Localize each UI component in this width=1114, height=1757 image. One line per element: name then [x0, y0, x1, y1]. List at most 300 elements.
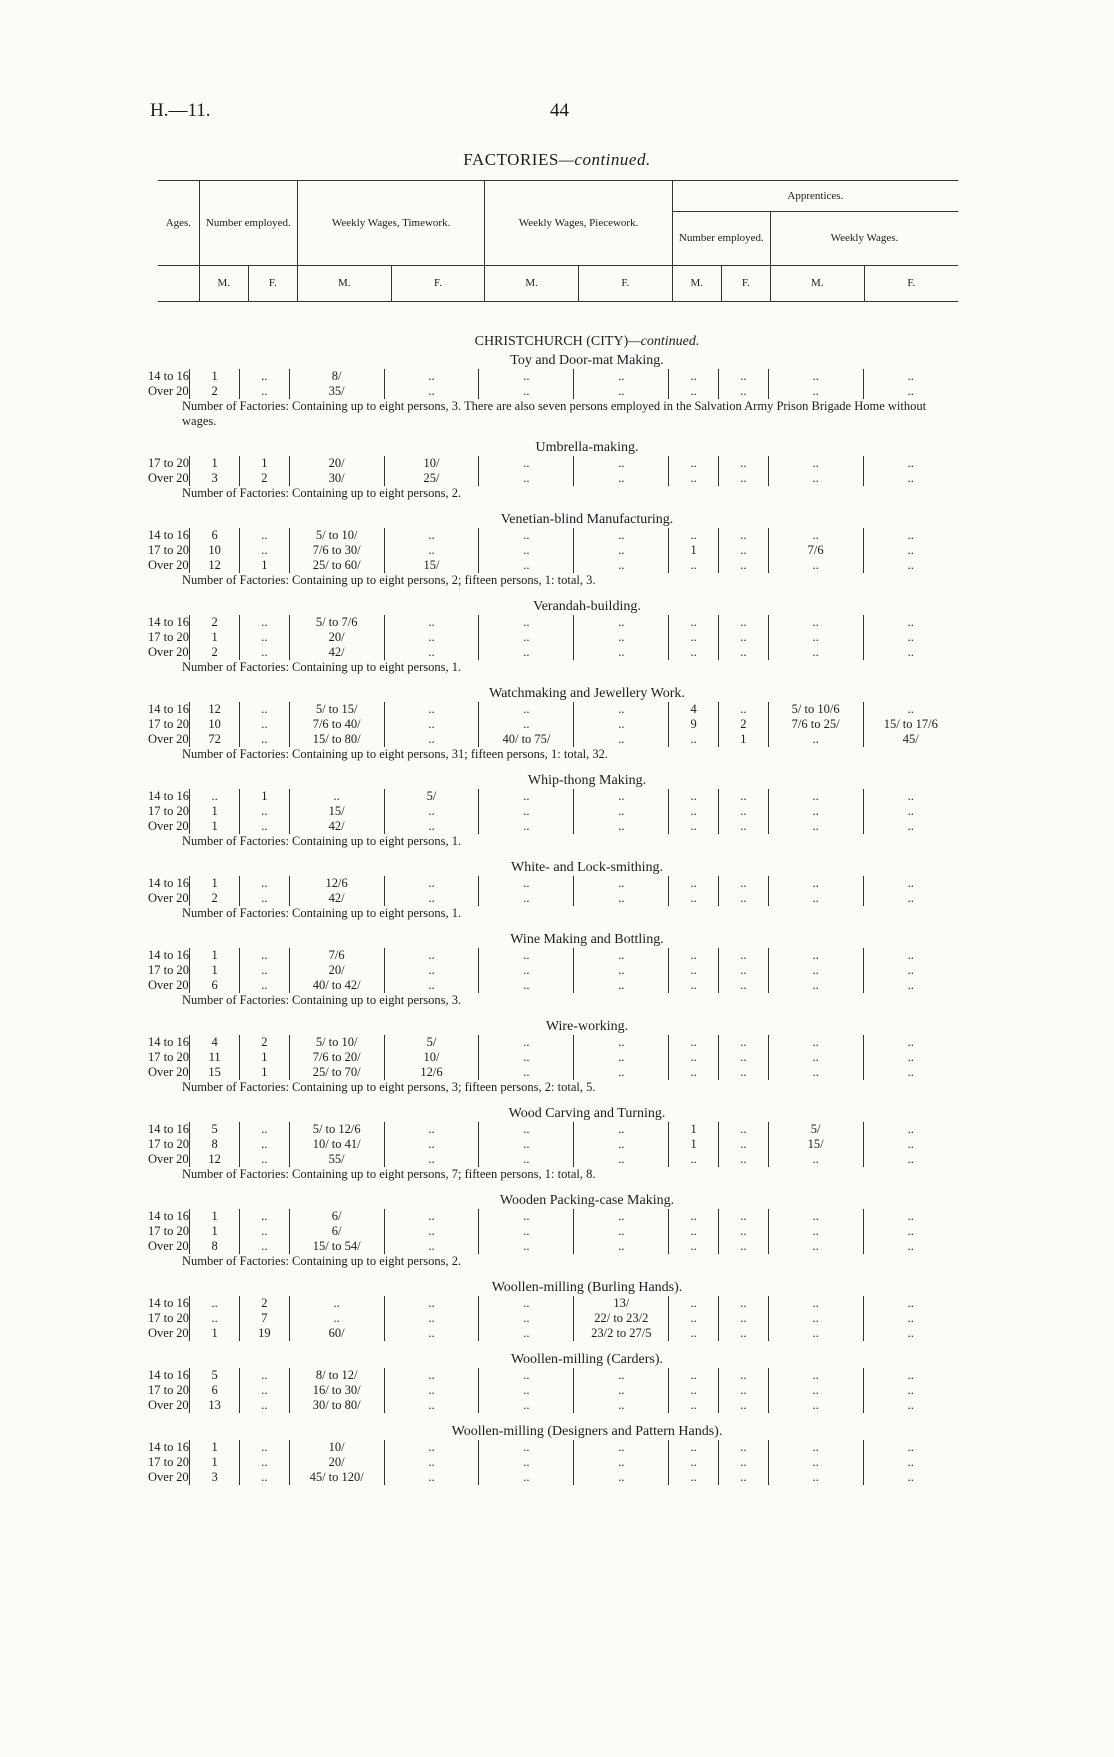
- table-cell: ..: [574, 978, 669, 993]
- section-table: [148, 456, 958, 486]
- header-f: F.: [248, 266, 297, 302]
- table-cell: ..: [863, 978, 958, 993]
- table-cell: ..: [479, 1368, 574, 1383]
- row-age: Over 20: [148, 645, 189, 659]
- table-cell: ..: [768, 732, 863, 747]
- header-f: F.: [391, 266, 485, 302]
- table-cell: 1: [190, 456, 240, 471]
- section-gap: [0, 921, 1114, 931]
- table-cell: ..: [574, 615, 669, 630]
- table-cell: 7/6 to 20/: [289, 1050, 384, 1065]
- table-cell: ..: [574, 558, 669, 573]
- table-cell: ..: [240, 528, 290, 543]
- table-cell: ..: [718, 978, 768, 993]
- table-cell: 10/ to 41/: [289, 1137, 384, 1152]
- table-row: [148, 1035, 958, 1050]
- table-cell: ..: [240, 1137, 290, 1152]
- table-cell: ..: [768, 615, 863, 630]
- table-cell: ..: [479, 876, 574, 891]
- table-cell: 1: [190, 369, 240, 384]
- table-cell: ..: [384, 876, 479, 891]
- table-cell: 5/: [384, 789, 479, 804]
- table-cell: ..: [190, 1296, 240, 1311]
- row-age: 17 to 20: [148, 543, 189, 557]
- section-title: Watchmaking and Jewellery Work.: [489, 686, 685, 701]
- table-cell: ..: [574, 645, 669, 660]
- table-cell: ..: [669, 732, 719, 747]
- table-cell: 6: [190, 978, 240, 993]
- table-cell: ..: [768, 891, 863, 906]
- table-row: [148, 1152, 958, 1167]
- table-row: [148, 384, 958, 399]
- table-cell: 16/ to 30/: [289, 1383, 384, 1398]
- table-cell: 7/6: [289, 948, 384, 963]
- table-cell: ..: [863, 1137, 958, 1152]
- table-cell: 5/ to 10/: [289, 1035, 384, 1050]
- table-cell: 7: [240, 1311, 290, 1326]
- table-cell: 4: [190, 1035, 240, 1050]
- table-cell: ..: [863, 1368, 958, 1383]
- table-cell: ..: [574, 717, 669, 732]
- table-cell: ..: [574, 1398, 669, 1413]
- section-title: Wooden Packing-case Making.: [499, 1193, 675, 1208]
- table-cell: ..: [718, 645, 768, 660]
- table-cell: 6/: [289, 1209, 384, 1224]
- table-cell: 1: [718, 732, 768, 747]
- table-cell: ..: [669, 1326, 719, 1341]
- table-row: [148, 1311, 958, 1326]
- table-cell: ..: [863, 528, 958, 543]
- table-cell: ..: [479, 1035, 574, 1050]
- table-cell: ..: [718, 1209, 768, 1224]
- table-cell: ..: [863, 963, 958, 978]
- table-cell: ..: [718, 891, 768, 906]
- section-table: [148, 1209, 958, 1254]
- table-cell: ..: [669, 1296, 719, 1311]
- table-cell: ..: [718, 1065, 768, 1080]
- table-cell: ..: [768, 384, 863, 399]
- table-cell: ..: [479, 717, 574, 732]
- table-cell: 1: [190, 1440, 240, 1455]
- table-cell: ..: [768, 1224, 863, 1239]
- section-title: White- and Lock-smithing.: [510, 860, 664, 875]
- table-cell: ..: [669, 948, 719, 963]
- table-cell: 15/ to 80/: [289, 732, 384, 747]
- table-cell: ..: [384, 1122, 479, 1137]
- table-cell: 30/: [289, 471, 384, 486]
- table-row: [148, 804, 958, 819]
- table-cell: 12: [190, 558, 240, 573]
- table-cell: ..: [718, 789, 768, 804]
- table-row: [148, 1239, 958, 1254]
- table-cell: ..: [574, 1239, 669, 1254]
- row-age: 17 to 20: [148, 1137, 189, 1151]
- table-cell: ..: [718, 456, 768, 471]
- table-cell: ..: [240, 876, 290, 891]
- row-age: 14 to 16: [148, 1368, 189, 1382]
- table-cell: ..: [669, 1470, 719, 1485]
- row-age: 17 to 20: [148, 1383, 189, 1397]
- table-cell: ..: [240, 1440, 290, 1455]
- table-cell: ..: [863, 630, 958, 645]
- table-cell: ..: [768, 1326, 863, 1341]
- table-cell: 40/ to 42/: [289, 978, 384, 993]
- row-age: 17 to 20: [148, 717, 189, 731]
- table-cell: ..: [669, 1455, 719, 1470]
- table-cell: ..: [384, 645, 479, 660]
- section-title: Wire-working.: [545, 1019, 629, 1034]
- table-cell: ..: [718, 1224, 768, 1239]
- table-cell: ..: [768, 471, 863, 486]
- table-cell: ..: [479, 963, 574, 978]
- table-row: [148, 456, 958, 471]
- table-cell: ..: [863, 471, 958, 486]
- table-cell: ..: [574, 528, 669, 543]
- table-cell: ..: [718, 819, 768, 834]
- table-cell: ..: [863, 543, 958, 558]
- table-cell: ..: [384, 948, 479, 963]
- table-cell: 25/: [384, 471, 479, 486]
- table-cell: ..: [718, 1122, 768, 1137]
- table-cell: ..: [669, 1440, 719, 1455]
- table-cell: ..: [718, 1137, 768, 1152]
- table-cell: ..: [289, 789, 384, 804]
- table-cell: 5/ to 10/6: [768, 702, 863, 717]
- table-cell: ..: [574, 819, 669, 834]
- table-row: [148, 876, 958, 891]
- table-cell: ..: [863, 789, 958, 804]
- row-age: Over 20: [148, 1239, 189, 1253]
- section-gap: [0, 1269, 1114, 1279]
- table-cell: ..: [240, 804, 290, 819]
- table-cell: ..: [669, 804, 719, 819]
- table-cell: ..: [479, 702, 574, 717]
- table-cell: ..: [768, 1035, 863, 1050]
- table-row: [148, 948, 958, 963]
- table-cell: ..: [479, 456, 574, 471]
- table-cell: ..: [768, 978, 863, 993]
- table-cell: ..: [768, 1440, 863, 1455]
- table-cell: ..: [768, 1152, 863, 1167]
- table-cell: 1: [190, 1224, 240, 1239]
- table-row: [148, 819, 958, 834]
- table-cell: ..: [479, 1209, 574, 1224]
- row-age: 14 to 16: [148, 789, 189, 803]
- table-cell: 20/: [289, 963, 384, 978]
- table-cell: ..: [768, 963, 863, 978]
- table-cell: ..: [240, 384, 290, 399]
- table-cell: 1: [190, 1326, 240, 1341]
- table-cell: 1: [669, 1122, 719, 1137]
- table-cell: 1: [190, 630, 240, 645]
- table-row: [148, 1368, 958, 1383]
- row-age: 14 to 16: [148, 1035, 189, 1049]
- table-row: [148, 1398, 958, 1413]
- table-cell: ..: [718, 804, 768, 819]
- header-number-employed: Number employed.: [199, 181, 297, 266]
- section-gap: [0, 1008, 1114, 1018]
- table-cell: ..: [669, 1368, 719, 1383]
- row-age: 17 to 20: [148, 456, 189, 470]
- section-gap: [0, 1485, 1114, 1495]
- table-cell: 1: [669, 1137, 719, 1152]
- row-age: Over 20: [148, 384, 189, 398]
- table-cell: ..: [479, 630, 574, 645]
- table-cell: ..: [718, 558, 768, 573]
- row-age: Over 20: [148, 732, 189, 746]
- table-cell: ..: [768, 456, 863, 471]
- table-cell: ..: [574, 948, 669, 963]
- table-cell: ..: [669, 1035, 719, 1050]
- table-cell: 25/ to 70/: [289, 1065, 384, 1080]
- table-cell: ..: [479, 558, 574, 573]
- factories-note: Number of Factories: Containing up to eight persons, 2.: [182, 486, 462, 500]
- table-cell: ..: [768, 645, 863, 660]
- table-cell: 6: [190, 528, 240, 543]
- table-cell: 1: [240, 789, 290, 804]
- table-cell: 72: [190, 732, 240, 747]
- header-m: M.: [485, 266, 579, 302]
- table-cell: ..: [384, 1440, 479, 1455]
- section-gap: [0, 429, 1114, 439]
- table-cell: ..: [240, 369, 290, 384]
- header-weekly-wages-timework: Weekly Wages, Timework.: [297, 181, 484, 266]
- table-cell: ..: [240, 978, 290, 993]
- factories-note: Number of Factories: Containing up to eight persons, 7; fifteen persons, 1: total, 8.: [182, 1167, 596, 1181]
- table-row: [148, 1383, 958, 1398]
- section-table: [148, 369, 958, 399]
- table-cell: ..: [863, 1035, 958, 1050]
- table-row: [148, 891, 958, 906]
- sections-container: [0, 352, 1114, 1495]
- table-cell: 3: [190, 471, 240, 486]
- section-title: Umbrella-making.: [535, 440, 639, 455]
- table-row: [148, 543, 958, 558]
- table-cell: 2: [240, 1296, 290, 1311]
- table-cell: ..: [384, 1209, 479, 1224]
- row-age: 17 to 20: [148, 630, 189, 644]
- table-cell: ..: [718, 1368, 768, 1383]
- table-cell: ..: [384, 1326, 479, 1341]
- row-age: Over 20: [148, 1470, 189, 1484]
- header-apprentices: Apprentices.: [672, 181, 958, 212]
- table-cell: ..: [718, 471, 768, 486]
- table-cell: ..: [479, 1065, 574, 1080]
- row-age: Over 20: [148, 558, 189, 572]
- table-cell: ..: [669, 456, 719, 471]
- table-cell: ..: [574, 1470, 669, 1485]
- table-cell: 42/: [289, 645, 384, 660]
- table-cell: 42/: [289, 819, 384, 834]
- table-cell: ..: [574, 963, 669, 978]
- table-cell: 60/: [289, 1326, 384, 1341]
- table-cell: ..: [768, 819, 863, 834]
- table-cell: 1: [190, 963, 240, 978]
- table-cell: ..: [574, 702, 669, 717]
- table-cell: ..: [384, 1383, 479, 1398]
- table-cell: 1: [190, 819, 240, 834]
- table-cell: ..: [768, 1455, 863, 1470]
- section-title: Venetian-blind Manufacturing.: [500, 512, 674, 527]
- table-cell: ..: [768, 1050, 863, 1065]
- section-gap: [0, 1095, 1114, 1105]
- table-cell: ..: [718, 384, 768, 399]
- table-cell: ..: [479, 1398, 574, 1413]
- table-cell: ..: [669, 891, 719, 906]
- table-cell: 8/: [289, 369, 384, 384]
- table-cell: 15/: [768, 1137, 863, 1152]
- factories-note: Number of Factories: Containing up to eight persons, 1.: [182, 834, 462, 848]
- section-table: [148, 1122, 958, 1167]
- table-cell: ..: [863, 1383, 958, 1398]
- row-age: Over 20: [148, 819, 189, 833]
- table-cell: ..: [718, 369, 768, 384]
- table-cell: 1: [669, 543, 719, 558]
- table-cell: ..: [574, 789, 669, 804]
- table-cell: ..: [669, 528, 719, 543]
- table-cell: ..: [768, 1470, 863, 1485]
- table-cell: 1: [240, 1050, 290, 1065]
- table-cell: ..: [768, 1209, 863, 1224]
- table-cell: 8: [190, 1239, 240, 1254]
- table-cell: ..: [479, 804, 574, 819]
- table-row: [148, 1440, 958, 1455]
- table-cell: 10/: [289, 1440, 384, 1455]
- table-cell: 20/: [289, 1455, 384, 1470]
- table-cell: 19: [240, 1326, 290, 1341]
- section-gap: [0, 501, 1114, 511]
- table-cell: ..: [718, 876, 768, 891]
- table-cell: ..: [384, 369, 479, 384]
- table-cell: ..: [384, 1137, 479, 1152]
- table-cell: ..: [574, 384, 669, 399]
- table-cell: ..: [863, 615, 958, 630]
- header-f: F.: [864, 266, 958, 302]
- table-cell: ..: [384, 1455, 479, 1470]
- table-cell: ..: [768, 1239, 863, 1254]
- table-cell: ..: [669, 876, 719, 891]
- table-cell: ..: [863, 1455, 958, 1470]
- table-cell: ..: [768, 1383, 863, 1398]
- table-row: [148, 1296, 958, 1311]
- section-gap: [0, 1413, 1114, 1423]
- table-cell: ..: [768, 1398, 863, 1413]
- table-cell: 30/ to 80/: [289, 1398, 384, 1413]
- section-title: Woollen-milling (Designers and Pattern Hands).: [451, 1424, 723, 1439]
- table-cell: 2: [190, 615, 240, 630]
- table-cell: ..: [718, 1152, 768, 1167]
- row-age: 14 to 16: [148, 615, 189, 629]
- table-cell: ..: [574, 804, 669, 819]
- table-cell: 1: [190, 876, 240, 891]
- table-cell: ..: [718, 1239, 768, 1254]
- row-age: 14 to 16: [148, 876, 189, 890]
- table-cell: ..: [384, 963, 479, 978]
- table-cell: 2: [190, 384, 240, 399]
- table-cell: 23/2 to 27/5: [574, 1326, 669, 1341]
- table-cell: 15/ to 54/: [289, 1239, 384, 1254]
- table-cell: ..: [768, 1296, 863, 1311]
- table-cell: ..: [718, 1311, 768, 1326]
- section-table: [148, 1440, 958, 1485]
- table-cell: ..: [190, 1311, 240, 1326]
- table-row: [148, 558, 958, 573]
- table-cell: ..: [384, 1239, 479, 1254]
- table-cell: 6: [190, 1383, 240, 1398]
- section-table: [148, 615, 958, 660]
- table-cell: ..: [240, 963, 290, 978]
- table-cell: 7/6 to 30/: [289, 543, 384, 558]
- table-cell: 1: [190, 804, 240, 819]
- table-cell: 4: [669, 702, 719, 717]
- table-cell: ..: [240, 615, 290, 630]
- table-cell: 20/: [289, 630, 384, 645]
- table-cell: 20/: [289, 456, 384, 471]
- table-cell: ..: [863, 1440, 958, 1455]
- table-cell: ..: [289, 1296, 384, 1311]
- factories-note: Number of Factories: Containing up to eight persons, 3. There are also seven persons employed in the Salvation Army Prison Brigade Home without wages.: [182, 399, 927, 428]
- table-cell: ..: [574, 1050, 669, 1065]
- factories-note: Number of Factories: Containing up to eight persons, 3; fifteen persons, 2: total, 5.: [182, 1080, 596, 1094]
- table-cell: 9: [669, 717, 719, 732]
- table-cell: ..: [479, 789, 574, 804]
- header-m: M.: [199, 266, 248, 302]
- table-cell: 22/ to 23/2: [574, 1311, 669, 1326]
- table-cell: ..: [574, 1035, 669, 1050]
- section-title: Toy and Door-mat Making.: [510, 353, 664, 368]
- section-title: Verandah-building.: [533, 599, 641, 614]
- table-cell: ..: [574, 369, 669, 384]
- table-cell: ..: [574, 543, 669, 558]
- table-cell: ..: [574, 876, 669, 891]
- table-row: [148, 645, 958, 660]
- table-cell: ..: [240, 1239, 290, 1254]
- factories-note: Number of Factories: Containing up to eight persons, 1.: [182, 906, 462, 920]
- table-cell: ..: [669, 1050, 719, 1065]
- table-cell: ..: [768, 558, 863, 573]
- row-age: Over 20: [148, 978, 189, 992]
- table-cell: ..: [479, 1224, 574, 1239]
- section-table: [148, 1296, 958, 1341]
- table-row: [148, 1209, 958, 1224]
- table-cell: ..: [384, 819, 479, 834]
- table-cell: 5: [190, 1368, 240, 1383]
- table-cell: ..: [479, 369, 574, 384]
- row-age: 17 to 20: [148, 1455, 189, 1469]
- table-cell: 2: [718, 717, 768, 732]
- table-cell: ..: [863, 1122, 958, 1137]
- table-cell: ..: [240, 1224, 290, 1239]
- table-cell: ..: [240, 1368, 290, 1383]
- table-cell: ..: [863, 819, 958, 834]
- table-row: [148, 369, 958, 384]
- table-cell: ..: [768, 369, 863, 384]
- table-row: [148, 978, 958, 993]
- table-cell: ..: [863, 1326, 958, 1341]
- section-table: [148, 1035, 958, 1080]
- table-cell: ..: [574, 891, 669, 906]
- table-cell: ..: [574, 1122, 669, 1137]
- city-suffix: —continued.: [628, 334, 700, 349]
- table-cell: ..: [240, 645, 290, 660]
- table-cell: ..: [240, 819, 290, 834]
- table-cell: ..: [479, 1440, 574, 1455]
- row-age: Over 20: [148, 1152, 189, 1166]
- table-cell: 13: [190, 1398, 240, 1413]
- table-cell: ..: [863, 456, 958, 471]
- table-cell: ..: [384, 1398, 479, 1413]
- table-cell: ..: [384, 543, 479, 558]
